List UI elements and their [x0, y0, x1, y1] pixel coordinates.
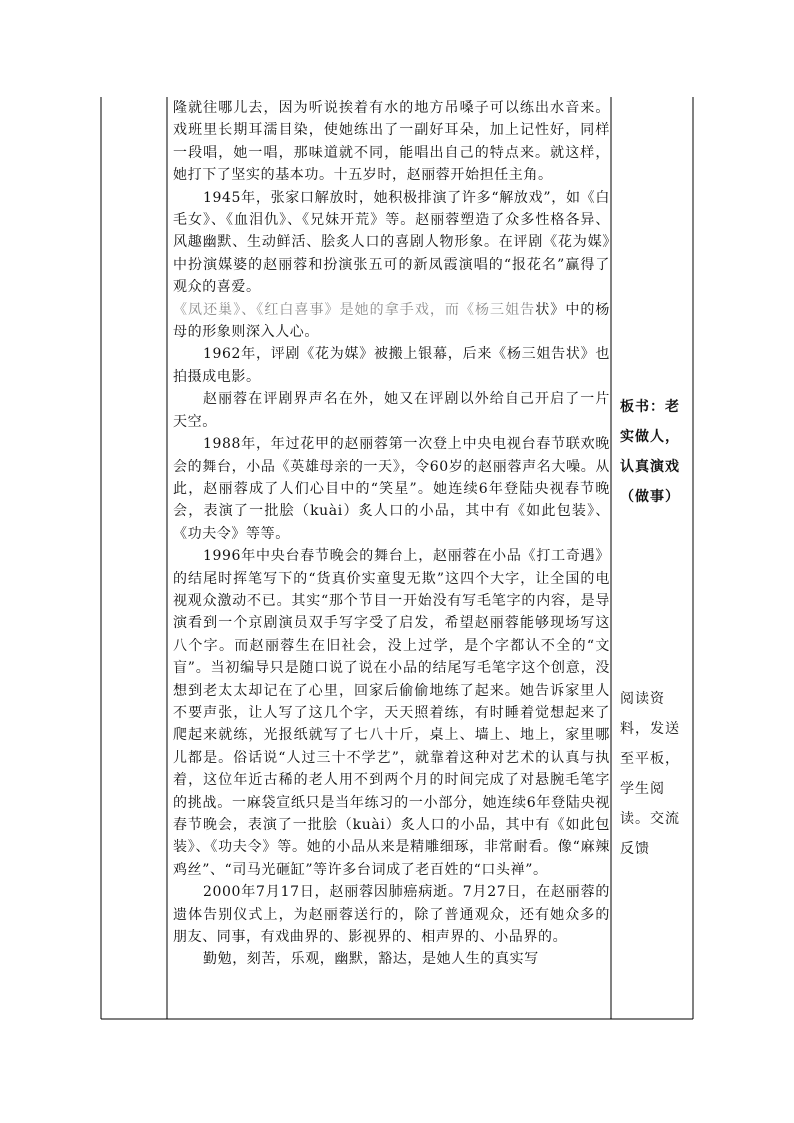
- grey-text: 《凤还巢》、《红白喜事》是她的拿手戏，而《杨三姐告: [173, 301, 536, 318]
- paragraph-2: 1945年，张家口解放时，她积极排演了许多“解放戏”，如《白毛女》、《血泪仇》、《兄妹开荒》等。赵丽蓉塑造了众多性格各异、风趣幽默、生动鲜活、脍炙人口的喜剧人物形象。在评剧《花为媒》中扮演媒婆的赵丽蓉和扮演张五可的新凤霞演唱的“报花名”赢得了观众的喜爱。: [173, 189, 610, 296]
- paragraph-8: 2000年7月17日，赵丽蓉因肺癌病逝。7月27日，在赵丽蓉的遗体告别仪式上，为赵丽蓉送行的，除了普通观众，还有她众多的朋友、同事，有戏曲界的、影视界的、相声界的、小品界的。: [173, 884, 610, 946]
- paragraph-1: 隆就往哪儿去，因为听说挨着有水的地方吊嗓子可以练出水音来。戏班里长期耳濡目染，使她练出了一副好耳朵，加上记性好，同样一段唱，她一唱，那味道就不同，能唱出自己的特点来。就这样，她打下了坚实的基本功。十五岁时，赵丽蓉开始担任主角。: [173, 100, 610, 184]
- board-notes: 板书：老实做人，认真演戏（做事）: [620, 399, 680, 505]
- paragraph-7: 1996年中央台春节晚会的舞台上，赵丽蓉在小品《打工奇遇》的结尾时挥笔写下的“货真价实童叟无欺”这四个大字，让全国的电视观众激动不已。其实“那个节目一开始没有写毛笔字的内容，是导演看到一个京剧演员双手写字受了启发，希望赵丽蓉能够现场写这八个字。而赵丽蓉生在旧社会，没上过学，是个字都认不全的“文盲”。当初编导只是随口说了说在小品的结尾写毛笔字这个创意，没想到老太太却记在了心里，回家后偷偷地练了起来。她告诉家里人不要声张，让人写了这几个字，天天照着练，有时睡着觉想起来了爬起来就练，光报纸就写了七八十斤，桌上、墙上、地上，家里哪儿都是。俗话说“人过三十不学艺”，就靠着这种对艺术的认真与执着，这位年近古稀的老人用不到两个月的时间完成了对悬腕毛笔字的挑战。一麻袋宣纸只是当年练习的一小部分，她连续6年登陆央视春节晚会，表演了一批脍（kuài）炙人口的小品，其中有《如此包装》、《功夫令》等。她的小品从来是精雕细琢，非常耐看。像“麻辣鸡丝”、“司马光砸缸”等许多台词成了老百姓的“口头禅”。: [173, 548, 610, 878]
- paragraph-6: 1988年，年过花甲的赵丽蓉第一次登上中央电视台春节联欢晚会的舞台，小品《英雄母亲的一天》，令60岁的赵丽蓉声名大噪。从此，赵丽蓉成了人们心目中的“笑星”。她连续6年登陆央视春节晚会，表演了一批脍（kuài）炙人口的小品，其中有《如此包装》、《功夫令》等等。: [173, 436, 610, 542]
- paragraph-3: [173, 299, 610, 344]
- paragraph-5: 赵丽蓉在评剧界声名在外，她又在评剧以外给自己开启了一片天空。: [173, 391, 610, 430]
- activity-notes: 阅读资料，发送至平板，学生阅读。交流反馈: [620, 691, 680, 857]
- paragraph-3-rest: 状》中的杨母的形象则深入人心。: [173, 301, 611, 341]
- paragraph-9: 勤勉，刻苦，乐观，幽默，豁达，是她人生的真实写: [203, 951, 539, 968]
- paragraph-4: 1962年，评剧《花为媒》被搬上银幕，后来《杨三姐告状》也拍摄成电影。: [173, 346, 610, 385]
- content-cell: [173, 97, 610, 971]
